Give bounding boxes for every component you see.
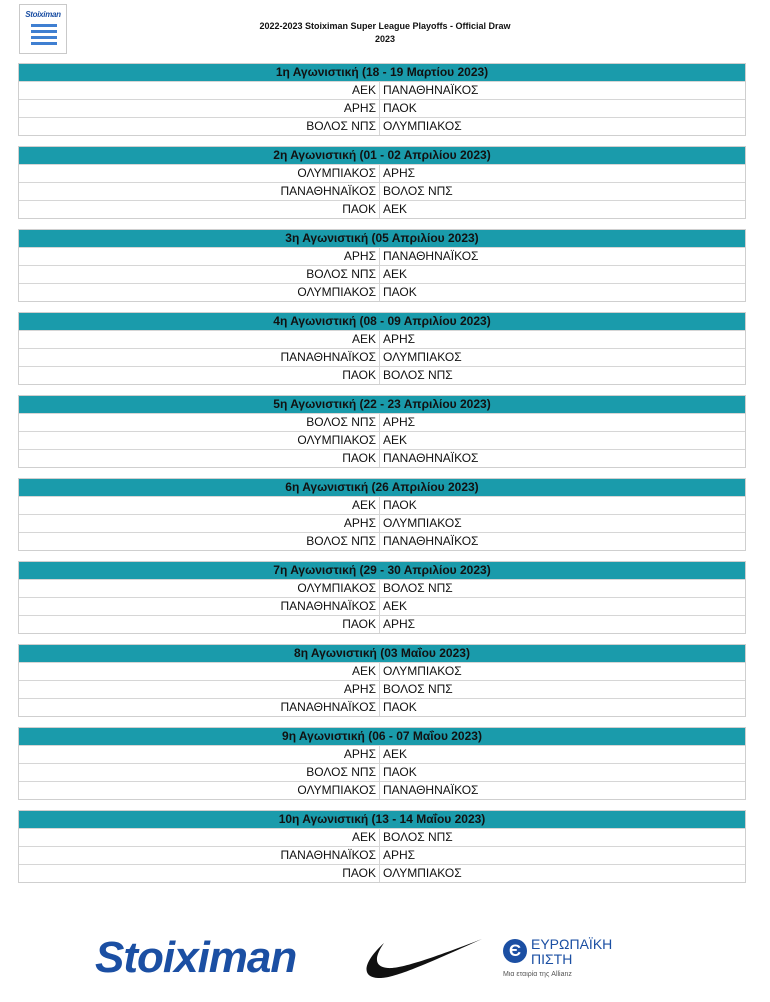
away-team: ΑΡΗΣ (383, 166, 416, 180)
match-row (19, 680, 745, 698)
away-team: ΑΡΗΣ (383, 617, 416, 631)
match-row (19, 413, 745, 431)
away-team: ΟΛΥΜΠΙΑΚΟΣ (383, 119, 462, 133)
home-team: ΒΟΛΟΣ ΝΠΣ (19, 414, 380, 431)
away-team: ΟΛΥΜΠΙΑΚΟΣ (383, 866, 462, 880)
match-row (19, 615, 745, 633)
round-block (18, 478, 746, 551)
home-team: ΠΑΝΑΘΗΝΑΪΚΟΣ (19, 699, 380, 716)
home-team: ΠΑΝΑΘΗΝΑΪΚΟΣ (19, 598, 380, 615)
home-team: ΑΡΗΣ (19, 248, 380, 265)
round-header: 6η Αγωνιστική (26 Απριλίου 2023) (19, 479, 745, 496)
away-team: ΠΑΝΑΘΗΝΑΪΚΟΣ (383, 451, 479, 465)
document-title: 2022-2023 Stoiximan Super League Playoffs - Official Draw (259, 21, 511, 31)
away-team: ΠΑΝΑΘΗΝΑΪΚΟΣ (383, 783, 479, 797)
away-team: ΒΟΛΟΣ ΝΠΣ (383, 682, 453, 696)
round-block (18, 644, 746, 717)
away-team: ΠΑΝΑΘΗΝΑΪΚΟΣ (383, 249, 479, 263)
league-logo-text: Stoiximan (25, 10, 61, 19)
match-row (19, 99, 745, 117)
home-team: ΑΕΚ (19, 497, 380, 514)
match-row (19, 283, 745, 301)
match-row (19, 532, 745, 550)
home-team: ΑΡΗΣ (19, 681, 380, 698)
round-header: 5η Αγωνιστική (22 - 23 Απριλίου 2023) (19, 396, 745, 413)
away-team: ΑΡΗΣ (383, 332, 416, 346)
document-year: 2023 (374, 34, 396, 44)
away-team: ΑΕΚ (383, 747, 408, 761)
round-header: 9η Αγωνιστική (06 - 07 Μαΐου 2023) (19, 728, 745, 745)
away-team: ΠΑΟΚ (383, 498, 417, 512)
match-row (19, 348, 745, 366)
match-row (19, 662, 745, 680)
round-block (18, 63, 746, 136)
round-block (18, 810, 746, 883)
home-team: ΠΑΝΑΘΗΝΑΪΚΟΣ (19, 183, 380, 200)
away-team: ΑΕΚ (383, 267, 408, 281)
stoiximan-logo: Stoiximan (95, 933, 297, 982)
home-team: ΑΕΚ (19, 829, 380, 846)
sponsor-logos (0, 925, 770, 995)
away-team: ΑΕΚ (383, 433, 408, 447)
round-block (18, 395, 746, 468)
match-row (19, 265, 745, 283)
round-block (18, 229, 746, 302)
home-team: ΠΑΟΚ (19, 201, 380, 218)
home-team: ΒΟΛΟΣ ΝΠΣ (19, 266, 380, 283)
round-header: 7η Αγωνιστική (29 - 30 Απριλίου 2023) (19, 562, 745, 579)
away-team: ΠΑΟΚ (383, 700, 417, 714)
round-header: 8η Αγωνιστική (03 Μαΐου 2023) (19, 645, 745, 662)
home-team: ΟΛΥΜΠΙΑΚΟΣ (19, 782, 380, 799)
away-team: ΒΟΛΟΣ ΝΠΣ (383, 581, 453, 595)
nike-swoosh-icon (360, 933, 484, 983)
away-team: ΑΡΗΣ (383, 415, 416, 429)
home-team: ΑΡΗΣ (19, 515, 380, 532)
match-row (19, 763, 745, 781)
rounds-table (18, 63, 746, 893)
home-team: ΟΛΥΜΠΙΑΚΟΣ (19, 432, 380, 449)
away-team: ΠΑΝΑΘΗΝΑΪΚΟΣ (383, 83, 479, 97)
round-block (18, 312, 746, 385)
eurolife-name-line1: ΕΥΡΩΠΑΪΚΗ (531, 936, 613, 952)
round-header: 2η Αγωνιστική (01 - 02 Απριλίου 2023) (19, 147, 745, 164)
match-row (19, 514, 745, 532)
match-row (19, 330, 745, 348)
home-team: ΟΛΥΜΠΙΑΚΟΣ (19, 165, 380, 182)
away-team: ΠΑΟΚ (383, 101, 417, 115)
away-team: ΟΛΥΜΠΙΑΚΟΣ (383, 664, 462, 678)
home-team: ΠΑΟΚ (19, 616, 380, 633)
away-team: ΠΑΝΑΘΗΝΑΪΚΟΣ (383, 534, 479, 548)
match-row (19, 496, 745, 514)
match-row (19, 864, 745, 882)
match-row (19, 366, 745, 384)
away-team: ΠΑΟΚ (383, 765, 417, 779)
match-row (19, 597, 745, 615)
home-team: ΑΕΚ (19, 663, 380, 680)
match-row (19, 846, 745, 864)
home-team: ΑΡΗΣ (19, 746, 380, 763)
round-header: 4η Αγωνιστική (08 - 09 Απριλίου 2023) (19, 313, 745, 330)
home-team: ΒΟΛΟΣ ΝΠΣ (19, 764, 380, 781)
round-block (18, 561, 746, 634)
match-row (19, 781, 745, 799)
match-row (19, 449, 745, 467)
away-team: ΒΟΛΟΣ ΝΠΣ (383, 184, 453, 198)
document-title-block (0, 20, 770, 46)
away-team: ΟΛΥΜΠΙΑΚΟΣ (383, 516, 462, 530)
away-team: ΑΕΚ (383, 599, 408, 613)
home-team: ΟΛΥΜΠΙΑΚΟΣ (19, 284, 380, 301)
round-header: 3η Αγωνιστική (05 Απριλίου 2023) (19, 230, 745, 247)
away-team: ΒΟΛΟΣ ΝΠΣ (383, 830, 453, 844)
round-block (18, 727, 746, 800)
match-row (19, 745, 745, 763)
match-row (19, 698, 745, 716)
home-team: ΑΕΚ (19, 331, 380, 348)
match-row (19, 247, 745, 265)
home-team: ΠΑΟΚ (19, 450, 380, 467)
home-team: ΒΟΛΟΣ ΝΠΣ (19, 533, 380, 550)
match-row (19, 431, 745, 449)
away-team: ΑΡΗΣ (383, 848, 416, 862)
away-team: ΒΟΛΟΣ ΝΠΣ (383, 368, 453, 382)
away-team: ΟΛΥΜΠΙΑΚΟΣ (383, 350, 462, 364)
home-team: ΠΑΟΚ (19, 865, 380, 882)
home-team: ΠΑΝΑΘΗΝΑΪΚΟΣ (19, 349, 380, 366)
eurolife-name-line2: ΠΙΣΤΗ (531, 951, 573, 967)
round-header: 10η Αγωνιστική (13 - 14 Μαΐου 2023) (19, 811, 745, 828)
eurolife-subtitle: Μια εταιρία της Allianz (503, 971, 572, 978)
home-team: ΑΕΚ (19, 82, 380, 99)
match-row (19, 200, 745, 218)
match-row (19, 579, 745, 597)
home-team: ΠΑΟΚ (19, 367, 380, 384)
round-block (18, 146, 746, 219)
match-row (19, 164, 745, 182)
home-team: ΑΡΗΣ (19, 100, 380, 117)
match-row (19, 182, 745, 200)
home-team: ΒΟΛΟΣ ΝΠΣ (19, 118, 380, 135)
away-team: ΑΕΚ (383, 202, 408, 216)
away-team: ΠΑΟΚ (383, 285, 417, 299)
match-row (19, 828, 745, 846)
round-header: 1η Αγωνιστική (18 - 19 Μαρτίου 2023) (19, 64, 745, 81)
home-team: ΟΛΥΜΠΙΑΚΟΣ (19, 580, 380, 597)
home-team: ΠΑΝΑΘΗΝΑΪΚΟΣ (19, 847, 380, 864)
eurolife-mark-icon: Є (503, 939, 527, 963)
eurolife-name (531, 937, 612, 967)
match-row (19, 117, 745, 135)
match-row (19, 81, 745, 99)
